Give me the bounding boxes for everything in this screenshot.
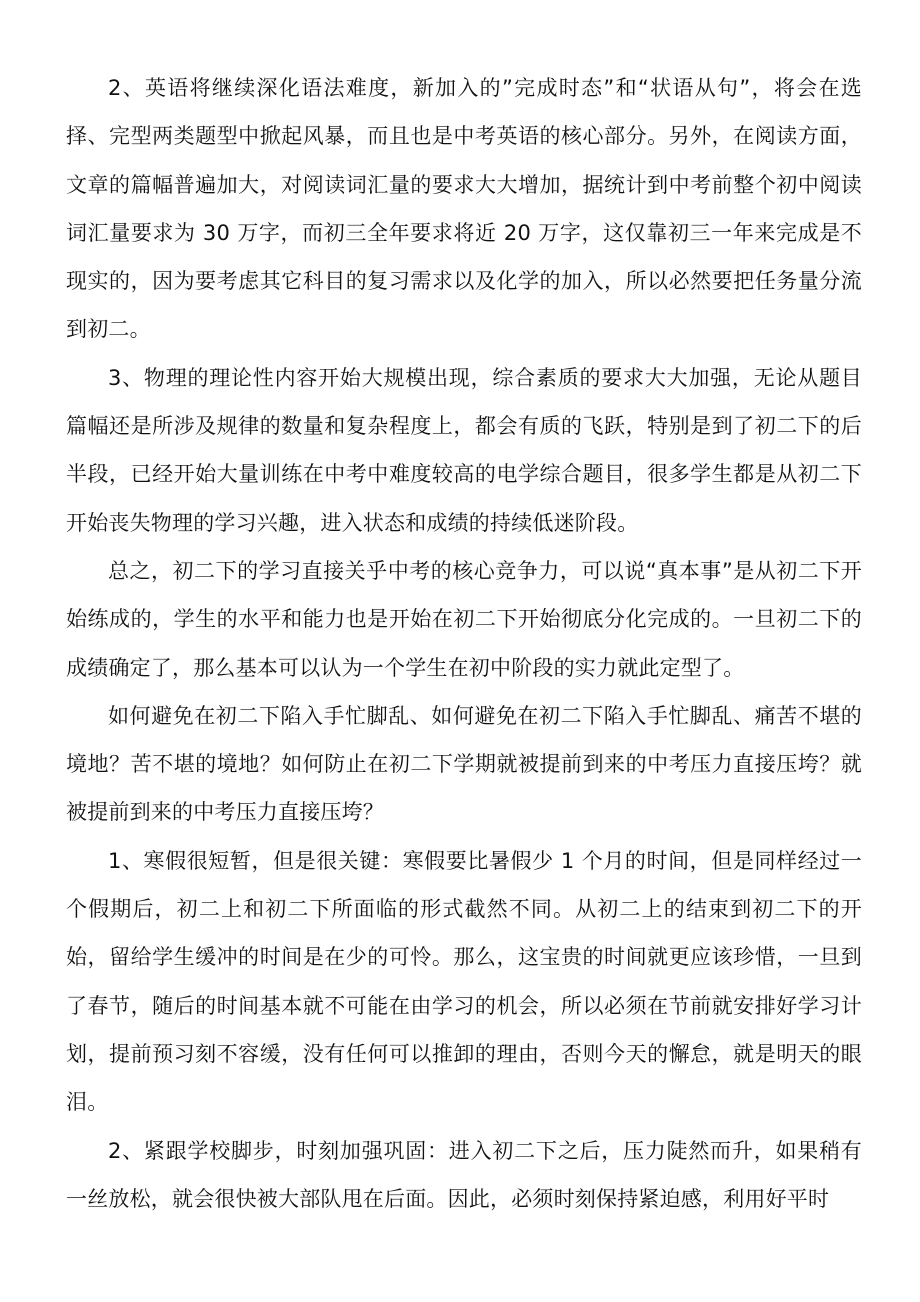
document-body [66,64,862,1223]
paragraph-summary: 总之，初二下的学习直接关乎中考的核心竞争力，可以说“真本事”是从初二下开始练成的，学生的水平和能力也是开始在初二下开始彻底分化完成的。一旦初二下的成绩确定了，那么基本可以认为一个学生在初中阶段的实力就此定型了。 [66,558,862,680]
paragraph-follow-school: 2、紧跟学校脚步，时刻加强巩固：进入初二下之后，压力陡然而升，如果稍有一丝放松，就会很快被大部队甩在后面。因此，必须时刻保持紧迫感，利用好平时 [66,1138,862,1211]
paragraph-physics: 3、物理的理论性内容开始大规模出现，综合素质的要求大大加强，无论从题目篇幅还是所涉及规律的数量和复杂程度上，都会有质的飞跃，特别是到了初二下的后半段，已经开始大量训练在中考中难度较高的电学综合题目，很多学生都是从初二下开始丧失物理的学习兴趣，进入状态和成绩的持续低迷阶段。 [66,365,862,535]
paragraph-winter-break: 1、寒假很短暂，但是很关键：寒假要比暑假少 1 个月的时间，但是同样经过一个假期后，初二上和初二下所面临的形式截然不同。从初二上的结束到初二下的开始，留给学生缓冲的时间是在少的可怜。那么，这宝贵的时间就更应该珍惜，一旦到了春节，随后的时间基本就不可能在由学习的机会，所以必须在节前就安排好学习计划，提前预习刻不容缓，没有任何可以推卸的理由，否则今天的懈怠，就是明天的眼泪。 [66,848,862,1115]
paragraph-question: 如何避免在初二下陷入手忙脚乱、如何避免在初二下陷入手忙脚乱、痛苦不堪的境地？苦不堪的境地？如何防止在初二下学期就被提前到来的中考压力直接压垮？就被提前到来的中考压力直接压垮？ [66,703,862,825]
paragraph-english: 2、英语将继续深化语法难度，新加入的”完成时态”和“状语从句”，将会在选择、完型两类题型中掀起风暴，而且也是中考英语的核心部分。另外，在阅读方面，文章的篇幅普遍加大，对阅读词汇量的要求大大增加，据统计到中考前整个初中阅读词汇量要求为 30 万字，而初三全年要求将近 20 万字，这仅靠初三一年来完成是不现实的，因为要考虑其它科目的复习需求以及化学的加入，所以必然要把任务量分流到初二。 [66,76,862,342]
